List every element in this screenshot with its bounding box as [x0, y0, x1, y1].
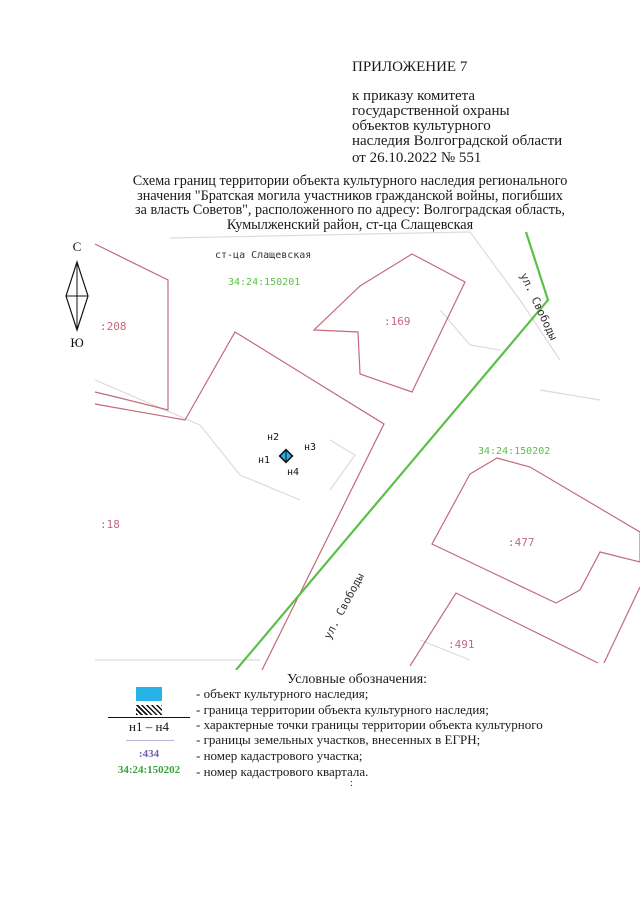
quarter-label: 34:24:150201: [228, 277, 301, 288]
scheme-title-line: Кумылженский район, ст-ца Слащевская: [226, 216, 474, 233]
cadastral-map: [0, 225, 640, 670]
parcel-label: :491: [448, 638, 475, 651]
order-line: наследия Волгоградской области: [352, 133, 563, 149]
parcel-label: :169: [384, 315, 411, 328]
legend-row: [0, 748, 640, 764]
order-line: государственной охраны: [352, 103, 510, 119]
street-label: ул. Свободы: [321, 570, 367, 642]
legend-row: [0, 686, 640, 702]
legend-text: - границы земельных участков, внесенных в ЕГРН;: [196, 732, 481, 747]
parcel-label: :18: [100, 518, 120, 531]
trailing-mark: :: [350, 778, 353, 789]
scheme-title-line: Схема границ территории объекта культурного наследия регионального: [132, 173, 568, 189]
parcel-right-boundary: [604, 587, 640, 663]
order-line: объектов культурного: [352, 118, 491, 134]
heritage-object: [280, 450, 293, 463]
street-label: ул. Свободы: [517, 270, 560, 343]
parcel-477-boundary: [432, 458, 640, 603]
legend-row: [0, 717, 640, 733]
legend-row: [0, 764, 640, 780]
scheme-title: [60, 174, 640, 232]
legend-text: - номер кадастрового квартала.: [196, 764, 369, 779]
parcel-line-swatch: [126, 740, 174, 741]
legend-row: [0, 702, 640, 718]
legend-symbol: 34:24:150202: [117, 764, 181, 776]
point-label: н2: [267, 432, 280, 443]
point-label: н4: [287, 467, 300, 478]
legend-title: Условные обозначения:: [287, 672, 428, 687]
legend-symbol: н1 – н4: [108, 717, 190, 735]
heritage-object-swatch: [136, 687, 162, 701]
settlement-label: ст-ца Слащевская: [215, 250, 312, 261]
order-line: к приказу комитета: [352, 88, 476, 104]
legend-text: - характерные точки границы территории объекта культурного: [196, 717, 543, 732]
quarter-label: 34:24:150202: [478, 446, 551, 457]
compass-icon: [66, 262, 88, 330]
legend-text: - объект культурного наследия;: [196, 686, 369, 701]
parcel-491-boundary: [410, 593, 598, 666]
scheme-title-line: за власть Советов", расположенного по адресу: Волгоградская область,: [135, 202, 565, 218]
compass-south: Ю: [70, 335, 84, 350]
order-date: от 26.10.2022 № 551: [352, 150, 482, 166]
point-label: н1: [258, 455, 271, 466]
order-reference: [352, 89, 612, 149]
legend-text: - граница территории объекта культурного наследия;: [196, 702, 489, 717]
parcel-boundaries: [95, 244, 640, 670]
parcel-label: :208: [100, 320, 127, 333]
point-label: н3: [304, 442, 317, 453]
legend-text: - номер кадастрового участка;: [196, 748, 363, 763]
compass-north: С: [72, 239, 82, 254]
appendix-title: ПРИЛОЖЕНИЕ 7: [352, 59, 468, 75]
parcel-label: :477: [508, 536, 535, 549]
legend-row: [0, 732, 640, 748]
legend-symbol: :434: [138, 748, 160, 760]
scheme-title-line: значения "Братская могила участников гражданской войны, погибших: [137, 187, 563, 204]
boundary-hatch-swatch: [136, 705, 162, 715]
